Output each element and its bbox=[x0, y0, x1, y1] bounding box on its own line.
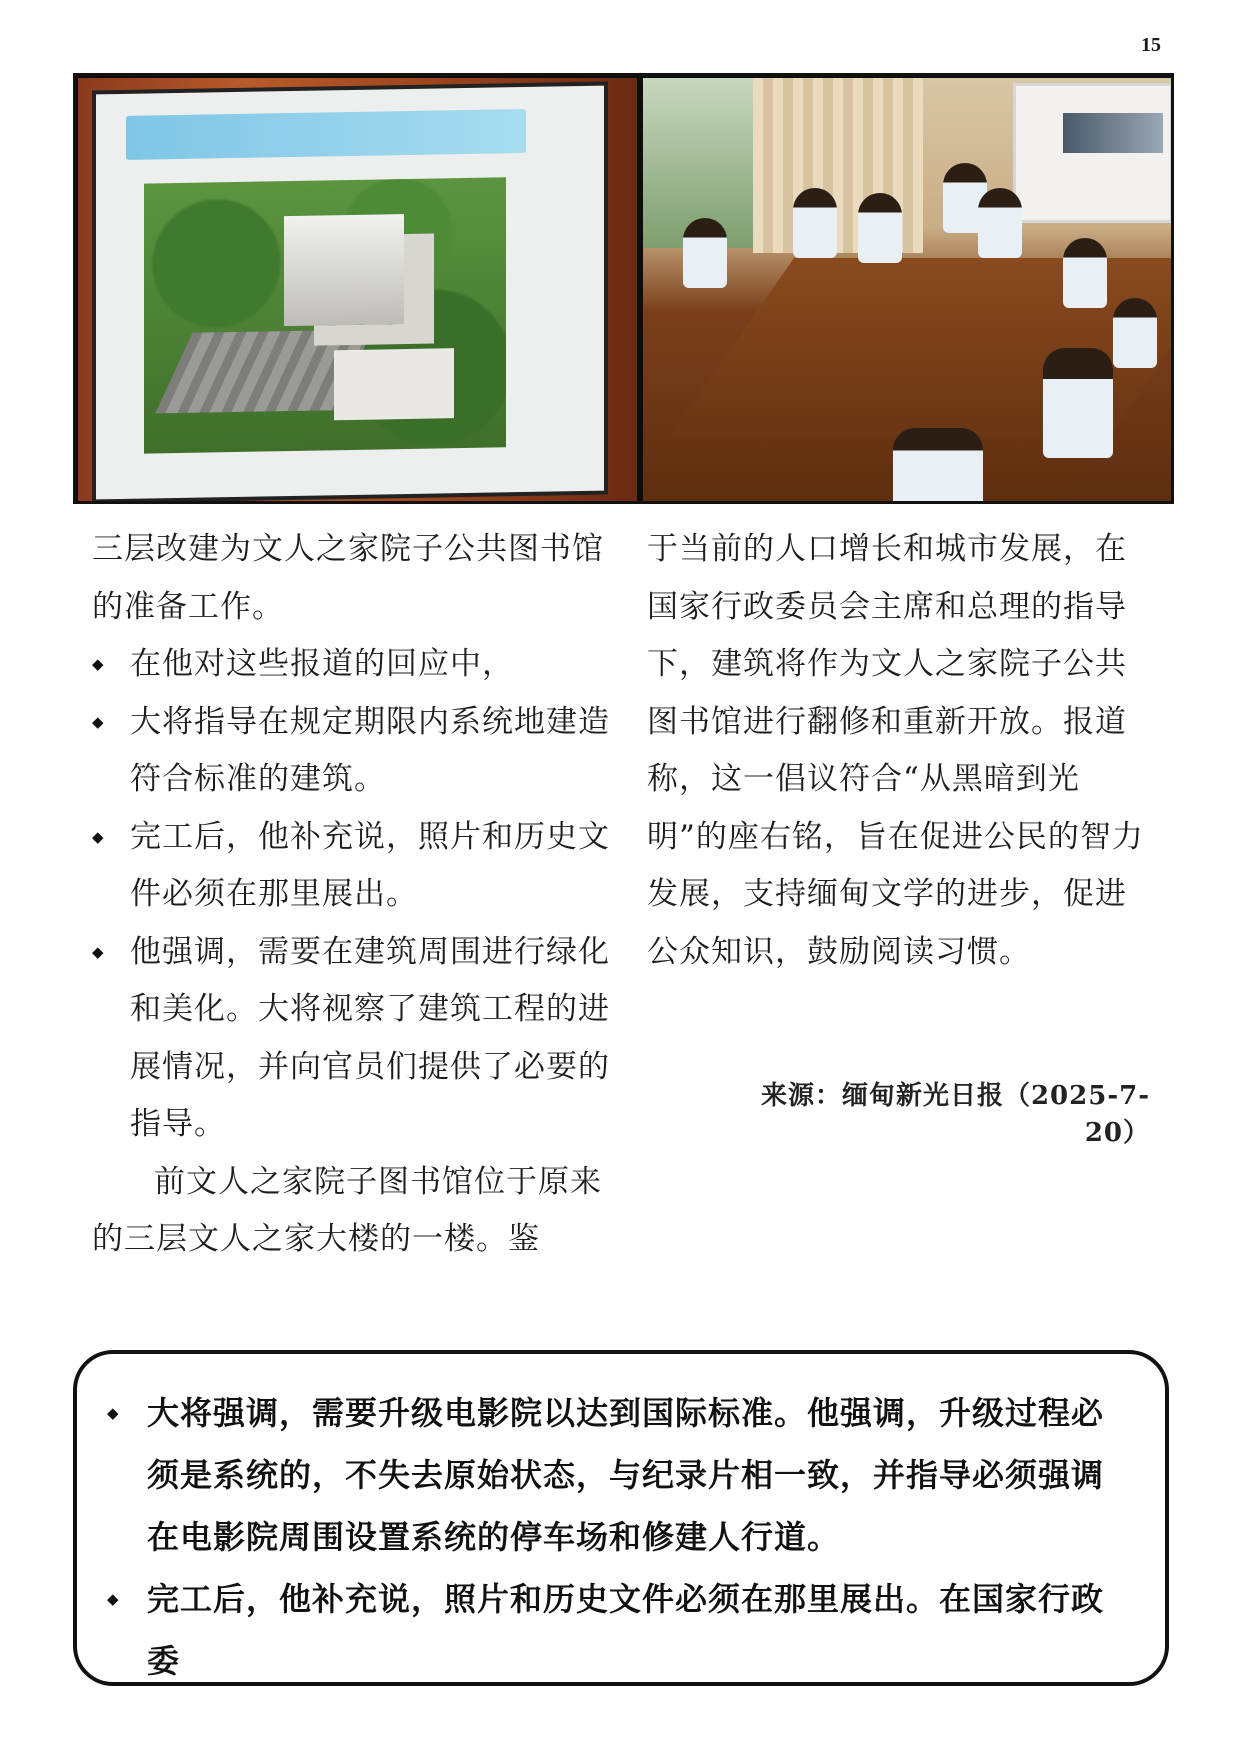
person bbox=[683, 218, 727, 288]
photo-strip bbox=[73, 73, 1174, 504]
screen-banner bbox=[126, 109, 526, 160]
diamond-bullet-icon: ◆ bbox=[92, 827, 105, 846]
projector-screen-photo bbox=[78, 78, 637, 503]
list-item: ◆ 大将强调，需要升级电影院以达到国际标准。他强调，升级过程必须是系统的，不失去原始状态，与纪录片相一致，并指导必须强调在电影院周围设置系统的停车场和修建人行道。 bbox=[105, 1382, 1135, 1568]
person bbox=[858, 193, 902, 263]
person bbox=[1043, 348, 1113, 458]
article-intro: 三层改建为文人之家院子公共图书馆的准备工作。 bbox=[92, 531, 604, 625]
diamond-bullet-icon: ◆ bbox=[92, 712, 105, 731]
projector-screen bbox=[96, 86, 604, 500]
article-left-column bbox=[92, 521, 612, 1269]
person bbox=[1063, 238, 1107, 308]
list-item: ◆ 完工后，他补充说，照片和历史文件必须在那里展出。 bbox=[92, 809, 612, 924]
diamond-bullet-icon: ◆ bbox=[92, 942, 105, 961]
building-render-image bbox=[144, 177, 506, 453]
person bbox=[793, 188, 837, 258]
person bbox=[893, 428, 983, 503]
article-paragraph-continued: 于当前的人口增长和城市发展，在国家行政委员会主席和总理的指导下，建筑将作为文人之家院子公共图书馆进行翻修和重新开放。报道称，这一倡议符合“从黑暗到光明”的座右铭，旨在促进公民的智力发展，支持缅甸文学的进步，促进公众知识，鼓励阅读习惯。 bbox=[647, 531, 1144, 970]
list-item: ◆ 大将指导在规定期限内系统地建造符合标准的建筑。 bbox=[92, 694, 612, 809]
wall-plan-board bbox=[1013, 83, 1173, 223]
page-number: 15 bbox=[1141, 34, 1161, 56]
wall-board-render bbox=[1063, 113, 1163, 153]
list-item: ◆ 在他对这些报道的回应中， bbox=[92, 636, 612, 694]
article-bullet-list bbox=[92, 636, 612, 1154]
diamond-bullet-icon: ◆ bbox=[107, 1404, 120, 1422]
list-item: ◆ 他强调，需要在建筑周围进行绿化和美化。大将视察了建筑工程的进展情况，并向官员们提供了必要的指导。 bbox=[92, 924, 612, 1154]
article-right-column bbox=[647, 521, 1152, 981]
list-item: ◆ 完工后，他补充说，照片和历史文件必须在那里展出。在国家行政委 bbox=[105, 1568, 1135, 1692]
highlight-list bbox=[105, 1382, 1135, 1692]
highlight-box bbox=[73, 1350, 1169, 1686]
person bbox=[1113, 298, 1157, 368]
diamond-bullet-icon: ◆ bbox=[92, 655, 105, 673]
building-wing bbox=[334, 348, 454, 420]
article-paragraph: 前文人之家院子图书馆位于原来的三层文人之家大楼的一楼。鉴 bbox=[92, 1163, 602, 1257]
meeting-room-photo bbox=[643, 78, 1173, 503]
person bbox=[978, 188, 1022, 258]
article-source: 来源：缅甸新光日报（2025-7-20） bbox=[760, 1081, 1150, 1148]
diamond-bullet-icon: ◆ bbox=[107, 1590, 120, 1608]
building-main bbox=[284, 214, 404, 326]
